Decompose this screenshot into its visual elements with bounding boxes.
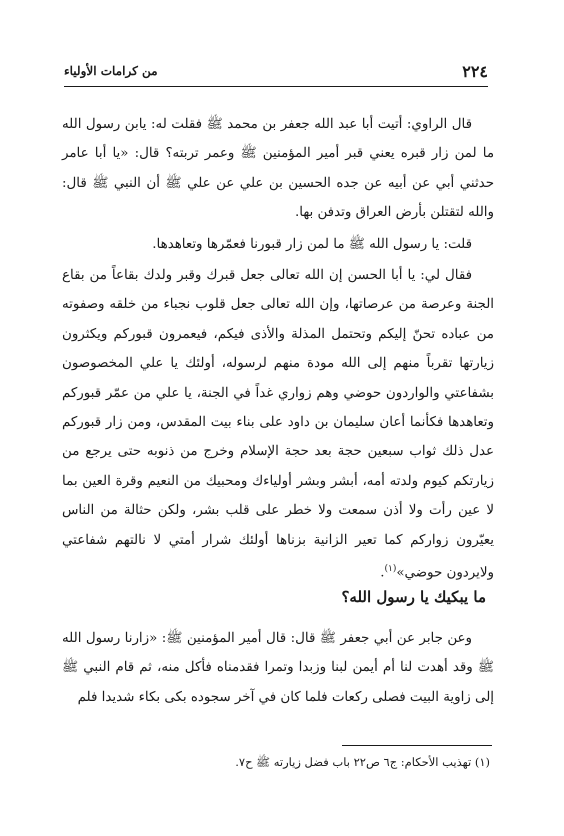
running-title: من كرامات الأولياء: [64, 64, 158, 78]
paragraph-text: فقال لي: يا أبا الحسن إن الله تعالى جعل قبرك وقبر ولدك بقاعاً من بقاع الجنة وعرصة من عرصاتها، وإن الله تعالى جعل قلوب نجباء من خلقه وصفوته من عباده تحنّ إليكم وتحتمل المذلة والأذى فيكم، فيعمرون قبوركم ويكثرون زيارتها تقرباً منهم إلى الله مودة منهم لرسوله، أولئك يا علي المخصوصون بشفاعتي والواردون حوضي وهم زواري غداً في الجنة، يا علي من عمّر قبوركم وتعاهدها فكأنما أعان سليمان بن داود على بناء بيت المقدس، ومن زار قبوركم عدل ذلك ثواب سبعين حجة بعد حجة الإسلام وخرج من ذنوبه حتى يرجع من زيارتكم كيوم ولدته أمه، أبشر وبشر أولياءك ومحبيك من النعيم وقرة العين بما لا عين رأت ولا أذن سمعت ولا خطر على قلب بشر، ولكن حثالة من الناس يعيّرون زواركم كما تعير الزانية بزناها أولئك شرار أمتي لا نالتهم شفاعتي ولايردون حوضي»: [62, 268, 495, 581]
footnote-divider: [342, 745, 492, 746]
paragraph: وعن جابر عن أبي جعفر ﷺ قال: قال أمير المؤمنين ﷺ: «زارنا رسول الله ﷺ وقد أهدت لنا أم أيمن لبنا وزبدا وتمرا فقدمناه فأكل منه، ثم قام النبي ﷺ إلى زاوية البيت فصلى ركعات فلما كان في آخر سجوده بكى بكاء شديدا فلم: [62, 631, 494, 705]
paragraph: قال الراوي: أتيت أبا عبد الله جعفر بن محمد ﷺ فقلت له: يابن رسول الله ما لمن زار قبره يعني قبر أمير المؤمنين ﷺ وعمر تربته؟ قال: «يا أبا عامر حدثني أبي عن أبيه عن جده الحسين بن علي عن علي ﷺ أن النبي ﷺ قال: والله لتقتلن بأرض العراق وتدفن بها.: [62, 117, 494, 221]
footnote-marker: (١): [384, 564, 397, 575]
paragraph: فقال لي: يا أبا الحسن إن الله تعالى جعل قبرك وقبر ولدك بقاعاً من بقاع الجنة وعرصة من عرصاتها، وإن الله تعالى جعل قلوب نجباء من خلقه وصفوته من عباده تحنّ إليكم وتحتمل المذلة والأذى فيكم، فيعمرون قبوركم ويكثرون زيارتها تقرباً منهم إلى الله مودة منهم لرسوله، أولئك يا علي المخصوصون بشفاعتي والواردون حوضي وهم زواري غداً في الجنة، يا علي من عمّر قبوركم وتعاهدها فكأنما أعان سليمان بن داود على بناء بيت المقدس، ومن زار قبوركم عدل ذلك ثواب سبعين حجة بعد حجة الإسلام وخرج من ذنوبه حتى يرجع من زيارتكم كيوم ولدته أمه، أبشر وبشر أولياءك ومحبيك من النعيم وقرة العين بما لا عين رأت ولا أذن سمعت ولا خطر على قلب بشر، ولكن حثالة من الناس يعيّرون زواركم كما تعير الزانية بزناها أولئك شرار أمتي لا نالتهم شفاعتي ولايردون حوضي»$^{(١)}$.: [62, 268, 495, 581]
section-heading: ما يبكيك يا رسول الله؟: [341, 588, 486, 606]
page-number: ٢٢٤: [462, 62, 488, 81]
main-text: [62, 110, 494, 588]
paragraph: قلت: يا رسول الله ﷺ ما لمن زار قبورنا فعمّرها وتعاهدها.: [152, 236, 472, 252]
footnote: (١) تهذيب الأحكام: ج٦ ص٢٢ باب فضل زيارته ﷺ ح٧.: [235, 755, 490, 769]
section-text: [62, 624, 494, 712]
page-header: [64, 60, 488, 87]
